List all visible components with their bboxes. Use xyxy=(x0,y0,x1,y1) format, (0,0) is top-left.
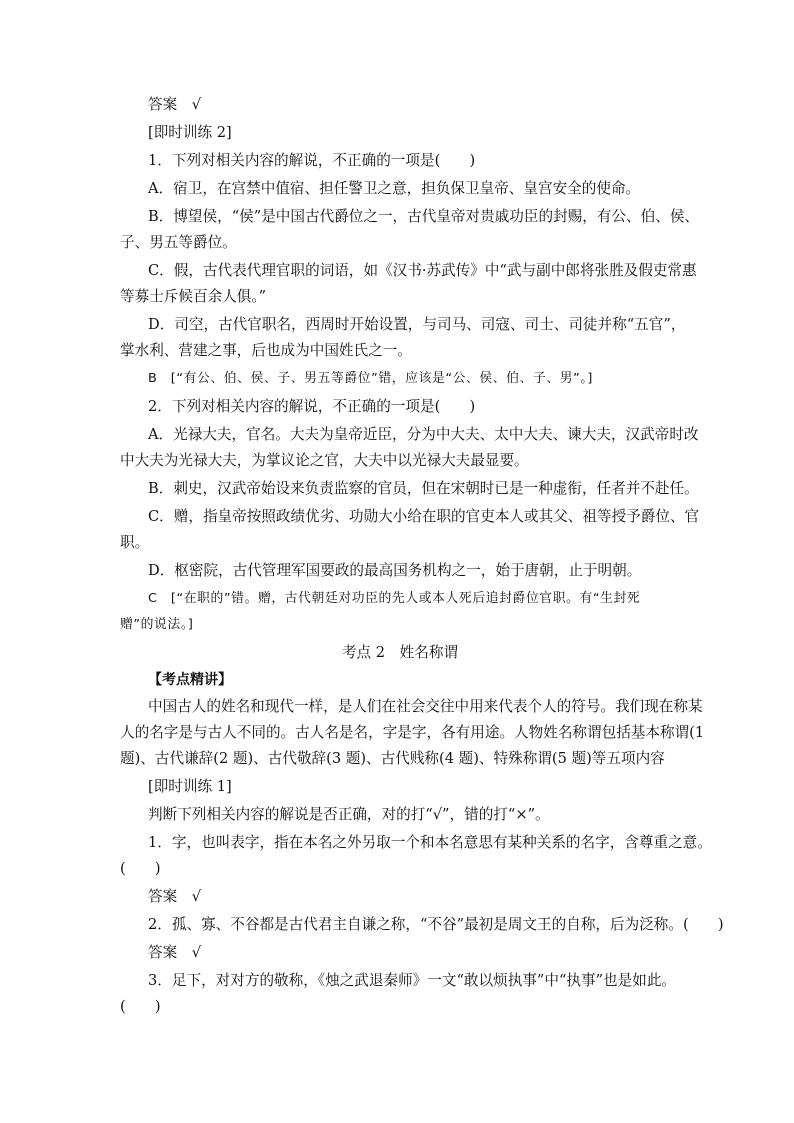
body-paragraph-cont: 题)、古代谦辞(2 题)、古代敬辞(3 题)、古代贱称(4 题)、特殊称谓(5 题)等五项内容 xyxy=(120,750,665,767)
answer-line: 答案 √ xyxy=(148,888,202,905)
option-a: A．光禄大夫，官名。大夫为皇帝近臣，分为中大夫、太中大夫、谏大夫，汉武帝时改 xyxy=(148,426,699,443)
option-c-cont: 职。 xyxy=(120,534,150,551)
option-b: B．刺史，汉武帝始设来负责监察的官员，但在宋朝时已是一种虚衔，任者并不赴任。 xyxy=(148,480,699,497)
section-label: [即时训练 2] xyxy=(148,124,232,141)
question-2: 2．孤、寡、不谷都是古代君主自谦之称，“不谷”最初是周文王的自称，后为泛称。( ) xyxy=(148,916,724,933)
option-b-cont: 子、男五等爵位。 xyxy=(120,234,237,251)
section-label: [即时训练 1] xyxy=(148,778,232,795)
answer-explanation-cont: 赠”的说法。] xyxy=(120,617,194,632)
question-1: 1．下列对相关内容的解说，不正确的一项是( ) xyxy=(148,152,476,169)
question-2: 2．下列对相关内容的解说，不正确的一项是( ) xyxy=(148,398,476,415)
option-d: D．枢密院，古代管理军国要政的最高国务机构之一，始于唐朝，止于明朝。 xyxy=(148,562,642,579)
body-paragraph: 中国古人的姓名和现代一样，是人们在社会交往中用来代表个人的符号。我们现在称某 xyxy=(148,698,703,715)
option-c: C．假，古代表代理官职的词语，如《汉书·苏武传》中“武与副中郎将张胜及假吏常惠 xyxy=(148,262,697,279)
option-c: C．赠，指皇帝按照政绩优劣、功勋大小给在职的官吏本人或其父、祖等授予爵位、官 xyxy=(148,508,700,525)
body-paragraph-cont: 人的名字是与古人不同的。古人名是名，字是字，各有用途。人物姓名称谓包括基本称谓(1 xyxy=(120,724,705,741)
answer-line: 答案 √ xyxy=(148,944,202,961)
question-1: 1．字，也叫表字，指在本名之外另取一个和本名意思有某种关系的名字，含尊重之意。 xyxy=(148,834,712,851)
option-d-cont: 掌水利、营建之事，后也成为中国姓氏之一。 xyxy=(120,342,412,359)
instruction: 判断下列相关内容的解说是否正确，对的打“√”，错的打“×”。 xyxy=(148,806,550,823)
option-a-cont: 中大夫为光禄大夫，为掌议论之官，大夫中以光禄大夫最显要。 xyxy=(120,452,529,469)
option-b: B．博望侯，“侯”是中国古代爵位之一，古代皇帝对贵戚功臣的封赐，有公、伯、侯、 xyxy=(148,208,700,225)
answer-explanation: B [“有公、伯、侯、子、男五等爵位”错，应该是“公、侯、伯、子、男”。] xyxy=(148,371,593,386)
question-blank: ( ) xyxy=(120,860,161,877)
answer-line: 答案 √ xyxy=(148,96,202,113)
subsection-heading: 【考点精讲】 xyxy=(148,672,232,688)
option-d: D．司空，古代官职名，西周时开始设置，与司马、司寇、司士、司徒并称“五官”， xyxy=(148,316,686,333)
option-a: A．宿卫，在宫禁中值宿、担任警卫之意，担负保卫皇帝、皇宫安全的使命。 xyxy=(148,180,641,197)
question-blank: ( ) xyxy=(120,998,161,1015)
question-3: 3．足下，对对方的敬称，《烛之武退秦师》一文“敢以烦执事”中“执事”也是如此。 xyxy=(148,972,677,989)
option-c-cont: 等募士斥候百余人俱。” xyxy=(120,288,267,305)
section-heading: 考点 2 姓名称谓 xyxy=(341,644,459,661)
answer-explanation: C [“在职的”错。赠，古代朝廷对功臣的先人或本人死后追封爵位官职。有“生封死 xyxy=(148,591,641,606)
